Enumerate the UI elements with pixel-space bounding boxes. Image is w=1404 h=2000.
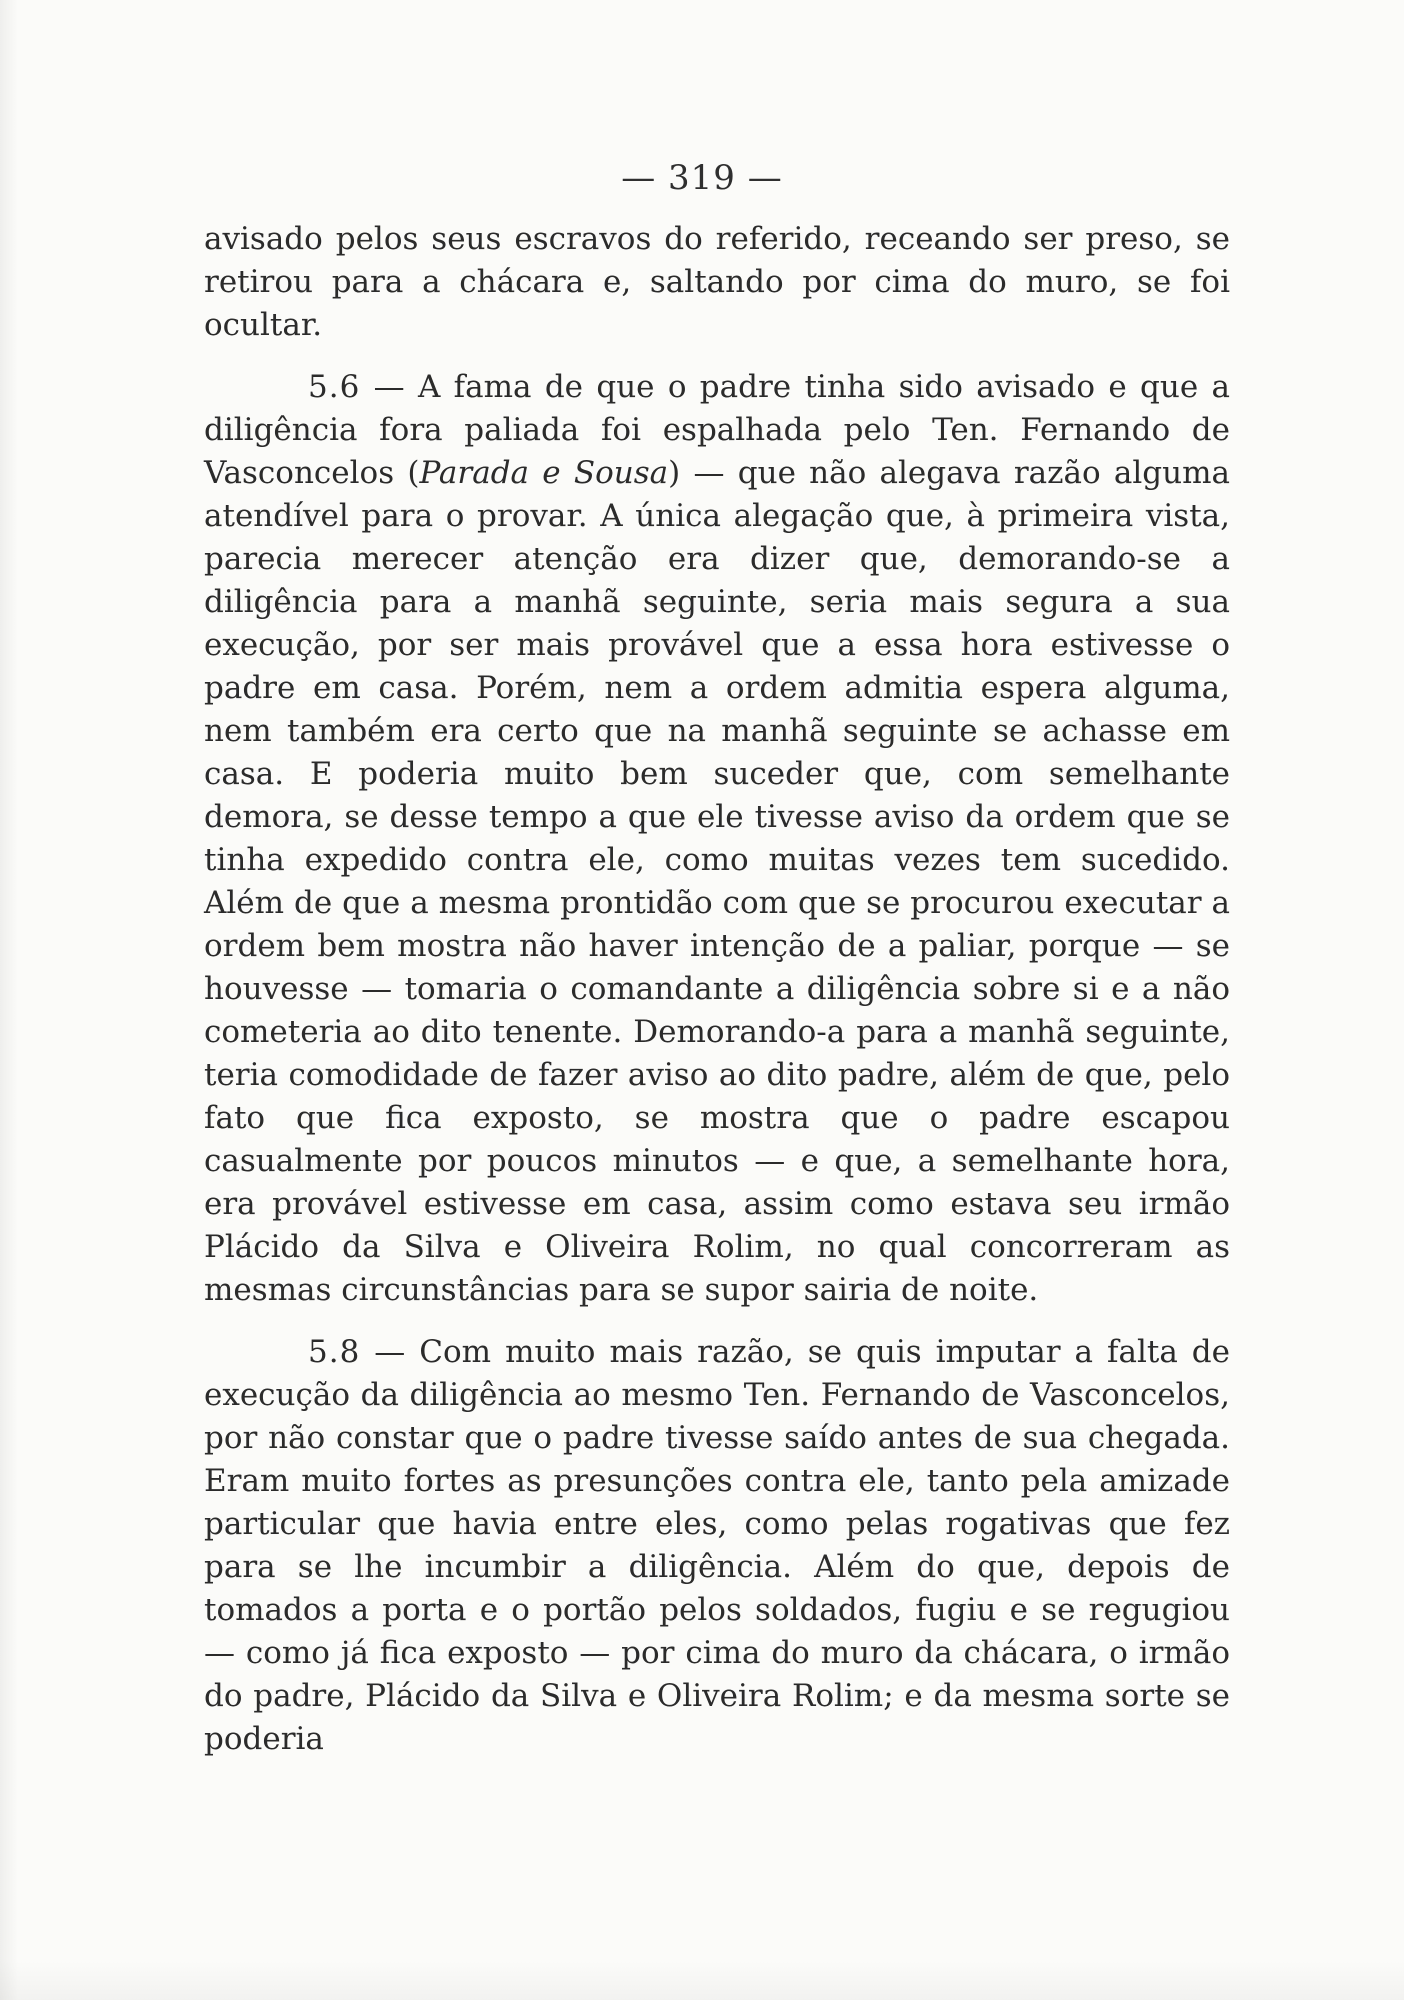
- scan-shadow-left: [0, 0, 18, 2000]
- page-number: — 319 —: [621, 158, 783, 198]
- paragraph-dash: —: [360, 1334, 420, 1370]
- paragraph-5-8: [204, 1331, 1230, 1761]
- body-text: [204, 218, 1230, 1761]
- paragraph-text-before-italic: A fama de que o padre tinha sido avisado e que a diligência fora paliada foi espalhada pelo Ten. Fernando de Vasconcelos (: [204, 369, 1230, 491]
- paragraph-number: 5.6: [308, 369, 361, 405]
- paragraph-5-6: [204, 366, 1230, 1312]
- paragraph-text-after-italic: ) — que não alegava razão alguma atendível para o provar. A única alegação que, à primeira vista, parecia merecer atenção era dizer que, demorando-se a diligência para a manhã seguinte, seria mais segura a sua execução, por ser mais provável que a essa hora estivesse o padre em casa. Porém, nem a ordem admitia espera alguma, nem também era certo que na manhã seguinte se achasse em casa. E poderia muito bem suceder que, com semelhante demora, se desse tempo a que ele tivesse aviso da ordem que se tinha expedido contra ele, como muitas vezes tem sucedido. Além de que a mesma prontidão com que se procurou executar a ordem bem mostra não haver intenção de a paliar, porque — se houvesse — tomaria o comandante a diligência sobre si e a não cometeria ao dito tenente. Demorando-a para a manhã seguinte, teria comodidade de fazer aviso ao dito padre, além de que, pelo fato que fica exposto, se mostra que o padre escapou casualmente por poucos minutos — e que, a semelhante hora, era provável estivesse em casa, assim como estava seu irmão Plácido da Silva e Oliveira Rolim, no qual concorreram as mesmas circunstâncias para se supor sairia de noite.: [204, 455, 1230, 1308]
- paragraph-dash: —: [360, 369, 418, 405]
- paragraph-number: 5.8: [308, 1334, 361, 1370]
- scan-shadow-bottom: [0, 1960, 1404, 2000]
- paragraph-text: Com muito mais razão, se quis imputar a falta de execução da diligência ao mesmo Ten. Fernando de Vasconcelos, por não constar que o padre tivesse saído antes de sua chegada. Eram muito fortes as presunções contra ele, tanto pela amizade particular que havia entre eles, como pelas rogativas que fez para se lhe incumbir a diligência. Além do que, depois de tomados a porta e o portão pelos soldados, fugiu e se regugiou — como já fica exposto — por cima do muro da chácara, o irmão do padre, Plácido da Silva e Oliveira Rolim; e da mesma sorte se poderia: [204, 1334, 1230, 1757]
- paragraph-text: avisado pelos seus escravos do referido, receando ser preso, se retirou para a chácara e, saltando por cima do muro, se foi ocultar.: [204, 221, 1230, 343]
- italic-names: Parada e Sousa: [419, 455, 669, 491]
- paragraph-continuation: [204, 218, 1230, 347]
